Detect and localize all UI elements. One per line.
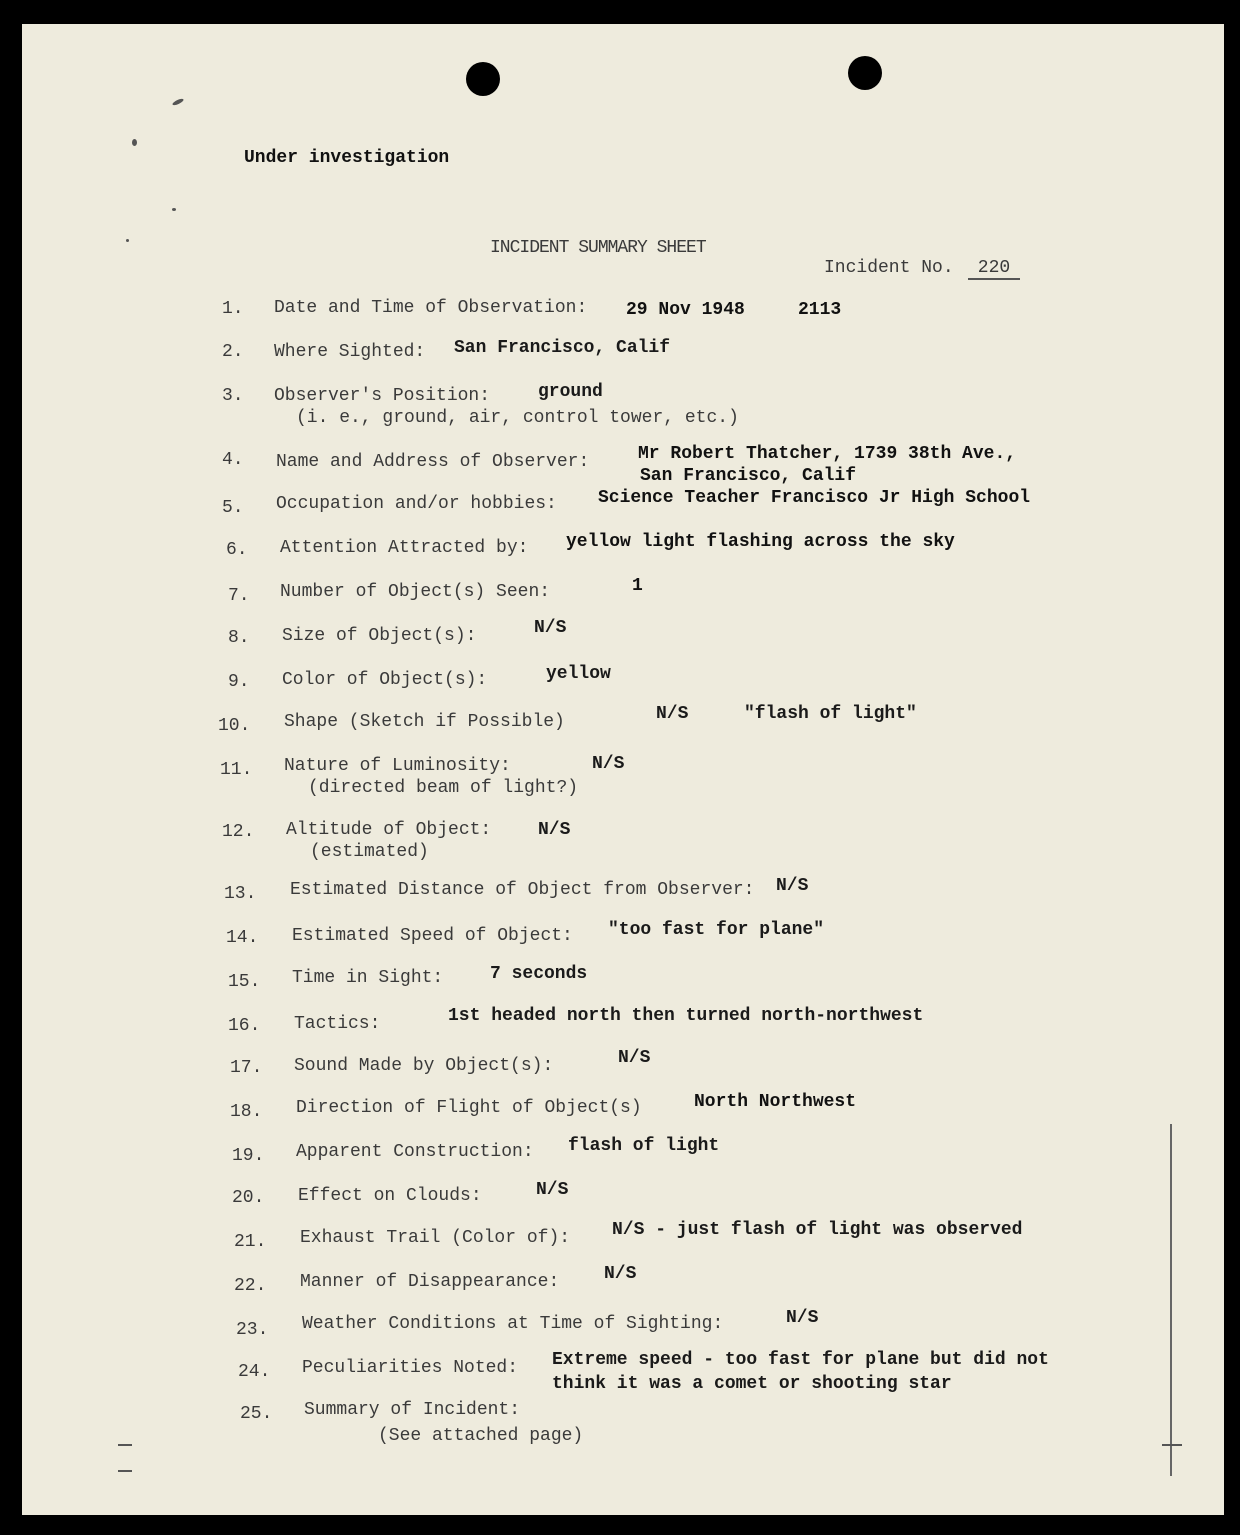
item-number: 3.: [222, 386, 244, 406]
item-label: Shape (Sketch if Possible): [284, 712, 565, 732]
incident-number: 220: [968, 258, 1020, 280]
item-number: 12.: [222, 822, 255, 842]
margin-tick: [118, 1470, 132, 1472]
item-label: Nature of Luminosity:: [284, 756, 511, 776]
item-number: 11.: [220, 760, 253, 780]
item-label: Color of Object(s):: [282, 670, 488, 690]
item-number: 1.: [222, 299, 244, 319]
item-label: Altitude of Object:: [286, 820, 492, 840]
item-number: 23.: [236, 1320, 269, 1340]
item-value: Science Teacher Francisco Jr High School: [598, 488, 1031, 508]
item-label: Name and Address of Observer:: [276, 452, 590, 472]
item-value: N/S: [604, 1264, 637, 1284]
item-label: Size of Object(s):: [282, 626, 477, 646]
item-value: "too fast for plane": [608, 920, 825, 940]
item-sublabel: (estimated): [310, 842, 429, 862]
item-number: 2.: [222, 342, 244, 362]
item-number: 14.: [226, 928, 259, 948]
item-label: Date and Time of Observation:: [274, 298, 588, 318]
item-label: Summary of Incident:: [304, 1400, 521, 1420]
item-number: 22.: [234, 1276, 267, 1296]
item-label: Direction of Flight of Object(s): [296, 1098, 642, 1118]
item-value: yellow light flashing across the sky: [566, 532, 955, 552]
punch-hole-left: [466, 62, 500, 96]
item-value: North Northwest: [694, 1092, 857, 1112]
item-number: 8.: [228, 628, 250, 648]
item-number: 18.: [230, 1102, 263, 1122]
item-label: Weather Conditions at Time of Sighting:: [302, 1314, 724, 1334]
item-number: 13.: [224, 884, 257, 904]
item-number: 9.: [228, 672, 250, 692]
item-value: San Francisco, Calif: [640, 466, 857, 486]
item-label: Effect on Clouds:: [298, 1186, 482, 1206]
margin-tick: [118, 1444, 132, 1446]
item-value: 29 Nov 1948: [626, 300, 745, 320]
item-value: 1st headed north then turned north-northwest: [448, 1006, 924, 1026]
document-page: [22, 24, 1224, 1515]
item-number: 4.: [222, 450, 244, 470]
item-label: Attention Attracted by:: [280, 538, 529, 558]
item-value: N/S: [776, 876, 809, 896]
item-value: Extreme speed - too fast for plane but did not: [552, 1350, 1049, 1370]
item-label: Estimated Distance of Object from Observer:: [290, 880, 755, 900]
speck: [126, 239, 129, 242]
item-value: think it was a comet or shooting star: [552, 1374, 952, 1394]
item-number: 10.: [218, 716, 251, 736]
item-label: Apparent Construction:: [296, 1142, 534, 1162]
incident-label: Incident No.: [824, 258, 954, 278]
item-label: Time in Sight:: [292, 968, 444, 988]
item-value: flash of light: [568, 1136, 720, 1156]
item-number: 20.: [232, 1188, 265, 1208]
item-number: 24.: [238, 1362, 271, 1382]
item-value: N/S: [534, 618, 567, 638]
item-number: 21.: [234, 1232, 267, 1252]
punch-hole-right: [848, 56, 882, 90]
item-value: ground: [538, 382, 603, 402]
item-label: Peculiarities Noted:: [302, 1358, 519, 1378]
item-number: 16.: [228, 1016, 261, 1036]
status-note: Under investigation: [244, 148, 450, 168]
item-label: Where Sighted:: [274, 342, 426, 362]
item-sublabel: (directed beam of light?): [308, 778, 579, 798]
item-number: 15.: [228, 972, 261, 992]
item-value: 2113: [798, 300, 842, 320]
item-number: 19.: [232, 1146, 265, 1166]
item-label: Sound Made by Object(s):: [294, 1056, 554, 1076]
item-value: "flash of light": [744, 704, 917, 724]
margin-rule: [1170, 1124, 1172, 1476]
item-value: N/S: [536, 1180, 569, 1200]
speck: [172, 98, 185, 107]
speck: [132, 139, 137, 146]
sheet-title: INCIDENT SUMMARY SHEET: [490, 238, 706, 258]
item-value: N/S: [618, 1048, 651, 1068]
item-sublabel: (See attached page): [378, 1426, 584, 1446]
item-number: 6.: [226, 540, 248, 560]
item-label: Observer's Position:: [274, 386, 491, 406]
speck: [172, 208, 176, 211]
item-number: 17.: [230, 1058, 263, 1078]
item-number: 7.: [228, 586, 250, 606]
item-value: 1: [632, 576, 643, 596]
item-label: Number of Object(s) Seen:: [280, 582, 551, 602]
item-value: San Francisco, Calif: [454, 338, 671, 358]
item-sublabel: (i. e., ground, air, control tower, etc.): [296, 408, 739, 428]
item-value: yellow: [546, 664, 611, 684]
item-value: N/S: [538, 820, 571, 840]
margin-tick: [1162, 1444, 1182, 1446]
item-number: 5.: [222, 498, 244, 518]
item-value: N/S: [656, 704, 689, 724]
item-value: 7 seconds: [490, 964, 588, 984]
item-label: Tactics:: [294, 1014, 381, 1034]
item-value: Mr Robert Thatcher, 1739 38th Ave.,: [638, 444, 1017, 464]
item-label: Exhaust Trail (Color of):: [300, 1228, 571, 1248]
item-value: N/S: [592, 754, 625, 774]
item-label: Manner of Disappearance:: [300, 1272, 560, 1292]
item-number: 25.: [240, 1404, 273, 1424]
item-value: N/S: [786, 1308, 819, 1328]
item-label: Estimated Speed of Object:: [292, 926, 573, 946]
item-label: Occupation and/or hobbies:: [276, 494, 557, 514]
item-value: N/S - just flash of light was observed: [612, 1220, 1023, 1240]
